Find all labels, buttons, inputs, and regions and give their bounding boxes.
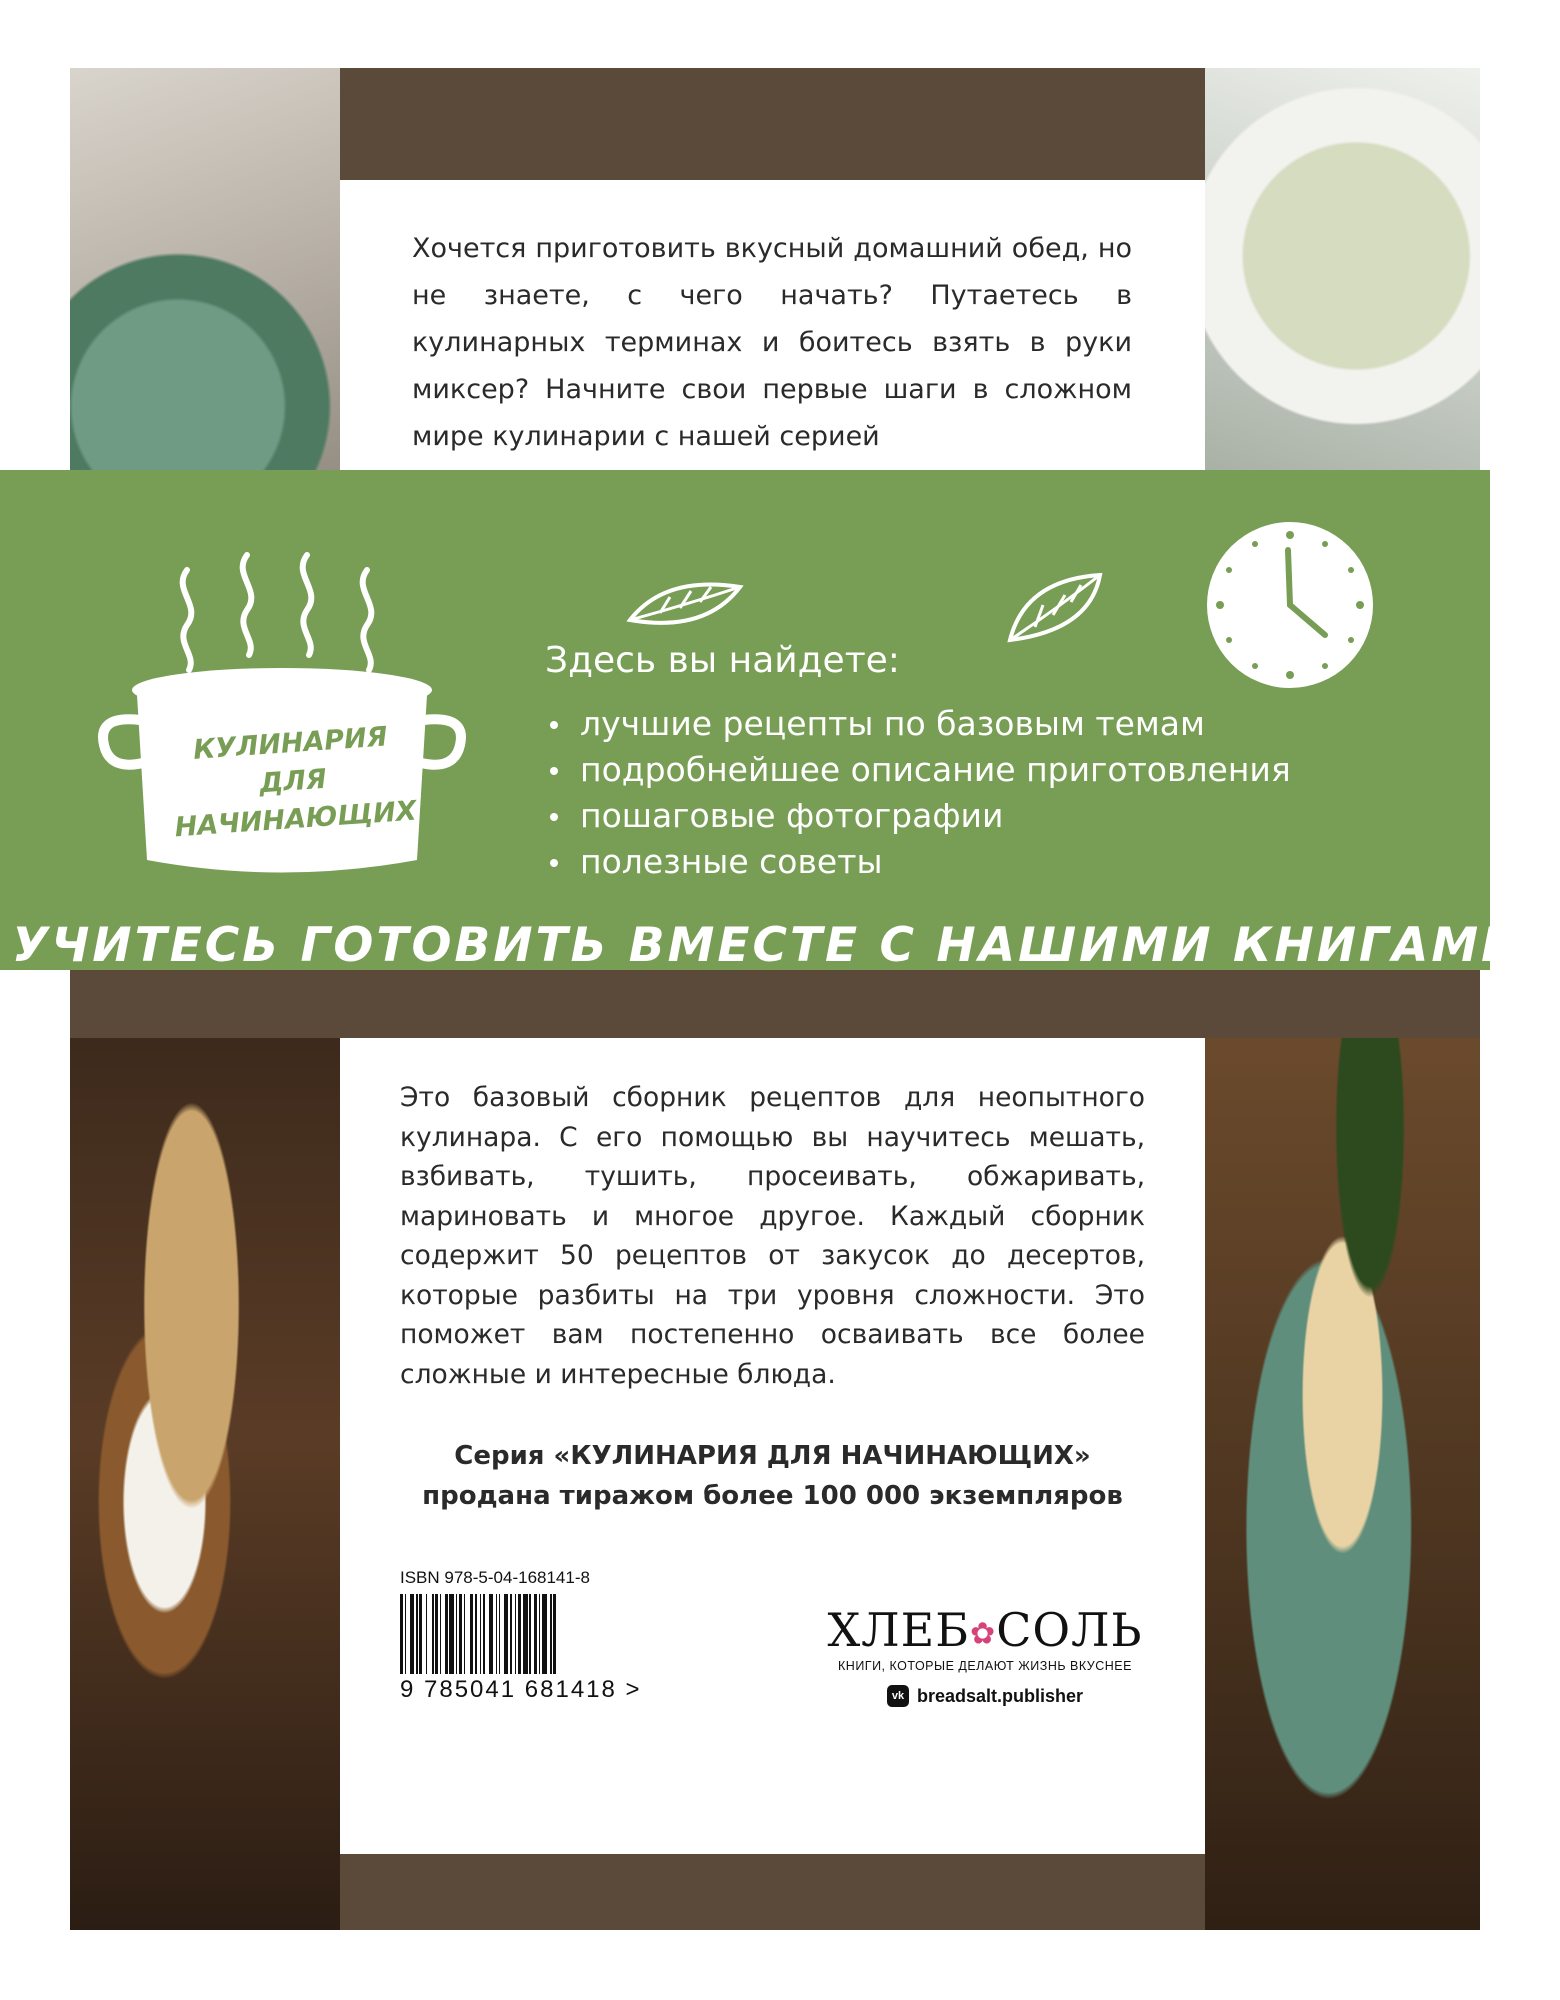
publisher-social (820, 1685, 1150, 1707)
series-logo-line3: НАЧИНАЮЩИХ (173, 795, 418, 844)
isbn-label: ISBN 978-5-04-168141-8 (400, 1568, 590, 1587)
vk-icon: vk (887, 1685, 909, 1707)
barcode-bar (556, 1594, 558, 1674)
barcode (400, 1568, 720, 1704)
photo-bread-with-cream-cheese (70, 1038, 340, 1930)
slogan: УЧИТЕСЬ ГОТОВИТЬ ВМЕСТЕ С НАШИМИ КНИГАМИ! (12, 918, 1548, 973)
feature-item: лучшие рецепты по базовым темам (545, 701, 1291, 747)
series-logo-text (154, 716, 431, 849)
book-back-cover (70, 68, 1480, 1930)
series-sales-line1: Серия «КУЛИНАРИЯ ДЛЯ НАЧИНАЮЩИХ» (454, 1441, 1091, 1471)
publisher-logo-left: ХЛЕБ (827, 1603, 971, 1657)
leaf-icon (625, 575, 745, 635)
series-logo-line1: КУЛИНАРИЯ (192, 721, 389, 766)
leaf-icon (1005, 570, 1105, 645)
photo-zucchini-noodle-salad (1205, 68, 1480, 538)
publisher-block (820, 1603, 1150, 1707)
publisher-logo-right: СОЛЬ (996, 1603, 1143, 1657)
barcode-bars (400, 1594, 720, 1674)
photo-chicken-avocado-plate (1205, 1038, 1480, 1930)
description-panel (340, 1038, 1205, 1854)
photo-pie-with-eggs (70, 68, 340, 538)
series-sales-line2: продана тиражом более 100 000 экземпляров (422, 1481, 1123, 1511)
features-list (545, 640, 1291, 885)
feature-item: подробнейшее описание приготовления (545, 747, 1291, 793)
features-title: Здесь вы найдете: (545, 640, 900, 681)
series-sales-text (340, 1436, 1205, 1516)
publisher-logo (820, 1603, 1150, 1657)
feature-item: пошаговые фотографии (545, 793, 1291, 839)
intro-text (412, 225, 1132, 507)
feature-item: полезные советы (545, 839, 1291, 885)
publisher-tagline: КНИГИ, КОТОРЫЕ ДЕЛАЮТ ЖИЗНЬ ВКУСНЕЕ (838, 1659, 1132, 1673)
flower-icon: ✿ (970, 1616, 997, 1652)
barcode-digits: 9 785041 681418 > (400, 1676, 642, 1703)
publisher-social-handle: breadsalt.publisher (916, 1685, 1084, 1706)
description-text: Это базовый сборник рецептов для неопытного кулинара. С его помощью вы научитесь мешать, взбивать, тушить, просеивать, обжаривать, мариновать и многое другое. Каждый сборник содержит 50 рецептов от закусок до десертов, которые разбиты на три уровня сложности. Это поможет вам постепенно осваивать все более сложные и интересные блюда. (400, 1082, 1145, 1390)
intro-paragraph: Хочется приготовить вкусный домашний обед, но не знаете, с чего начать? Путаетесь в кулинарных терминах и боитесь взять в руки миксер? Начните свои первые шаги в сложном мире кулинарии с нашей серией (412, 233, 1132, 452)
series-logo-line2: ДЛЯ (258, 763, 328, 800)
